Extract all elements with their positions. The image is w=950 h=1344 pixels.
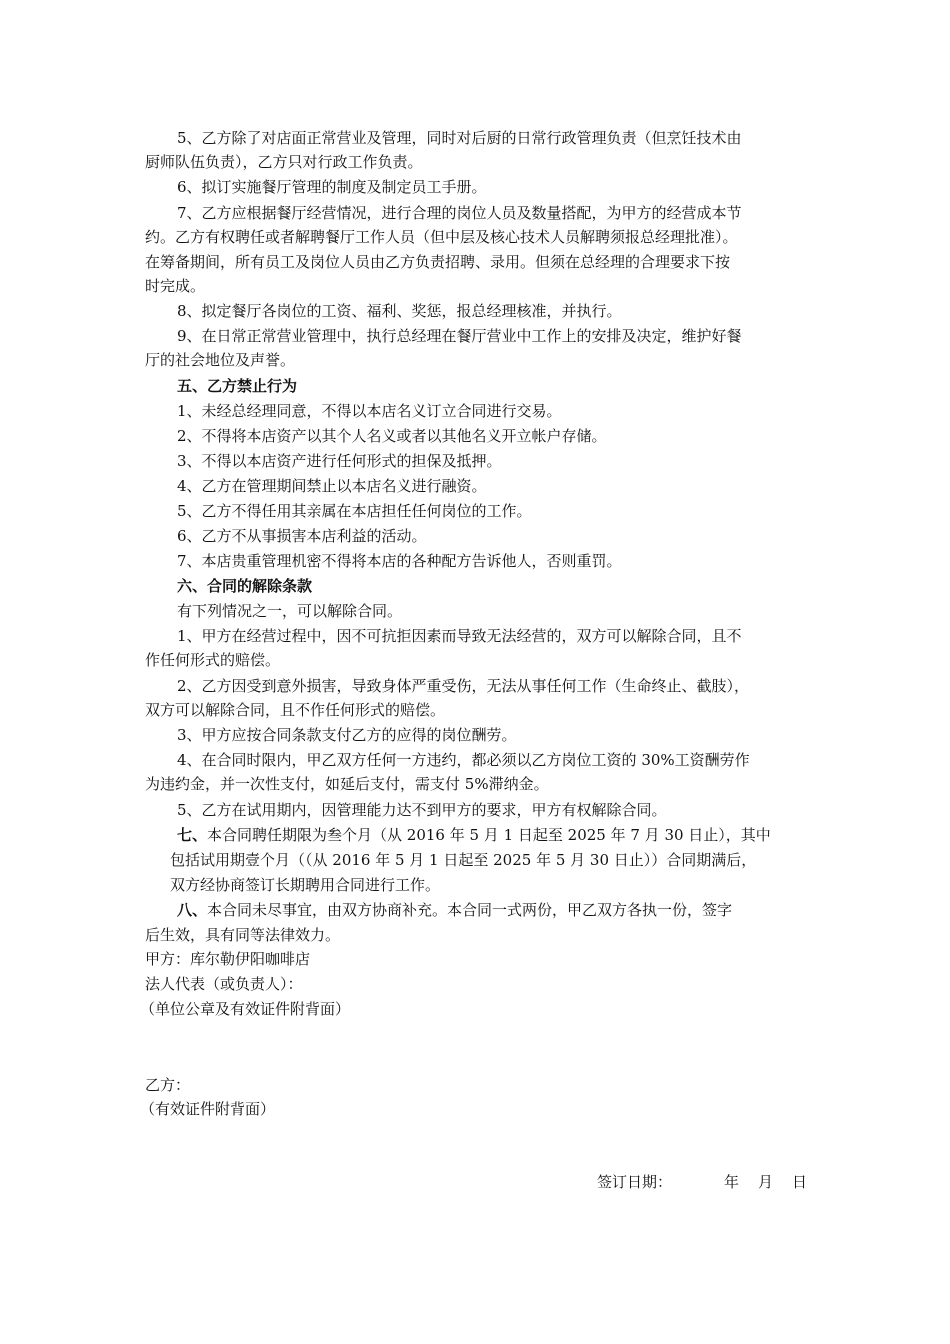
section-8-line1 xyxy=(177,900,732,920)
clause-4-7-line4: 时完成。 xyxy=(145,277,206,295)
section-7-line2: 包括试用期壹个月（（从 2016 年 5 月 1 日起至 2025 年 5 月 30 日止））合同期满后， xyxy=(170,851,757,869)
clause-6-4-line1: 4、在合同时限内，甲乙双方任何一方违约，都必须以乙方岗位工资的 30%工资酬劳作 xyxy=(177,751,750,769)
clause-5-7: 7、本店贵重管理机密不得将本店的各种配方告诉他人，否则重罚。 xyxy=(177,552,622,570)
section-7-text: 本合同聘任期限为叁个月（从 2016 年 5 月 1 日起至 2025 年 7 月 30 日止），其中 xyxy=(207,826,771,844)
clause-5-1: 1、未经总经理同意，不得以本店名义订立合同进行交易。 xyxy=(177,402,562,420)
party-a-note: （单位公章及有效证件附背面） xyxy=(140,1000,351,1018)
clause-4-7-line1: 7、乙方应根据餐厅经营情况，进行合理的岗位人员及数量搭配，为甲方的经营成本节 xyxy=(177,204,742,222)
section-8-number: 八、 xyxy=(177,901,208,919)
section-6-heading: 六、合同的解除条款 xyxy=(177,577,313,595)
signing-date-year: 年 xyxy=(724,1173,740,1191)
section-8-text: 本合同未尽事宜，由双方协商补充。本合同一式两份，甲乙双方各执一份，签字 xyxy=(207,901,733,919)
clause-6-3: 3、甲方应按合同条款支付乙方的应得的岗位酬劳。 xyxy=(177,726,517,744)
clause-6-2-line1: 2、乙方因受到意外损害，导致身体严重受伤，无法从事任何工作（生命终止、截肢）， xyxy=(177,677,750,695)
party-b-signature: 乙方： xyxy=(145,1076,191,1094)
section-6-intro: 有下列情况之一，可以解除合同。 xyxy=(177,602,403,620)
clause-4-9-line2: 厅的社会地位及声誉。 xyxy=(145,351,296,369)
clause-4-9-line1: 9、在日常正常营业管理中，执行总经理在餐厅营业中工作上的安排及决定，维护好餐 xyxy=(177,327,742,345)
clause-6-4-line2: 为违约金，并一次性支付，如延后支付，需支付 5%滞纳金。 xyxy=(145,775,549,793)
clause-4-7-line2: 约。乙方有权聘任或者解聘餐厅工作人员（但中层及核心技术人员解聘须报总经理批准）。 xyxy=(145,228,738,246)
clause-5-2: 2、不得将本店资产以其个人名义或者以其他名义开立帐户存储。 xyxy=(177,427,607,445)
signing-date-month: 月 xyxy=(758,1173,774,1191)
section-8-line2: 后生效，具有同等法律效力。 xyxy=(145,926,341,944)
clause-5-6: 6、乙方不从事损害本店利益的活动。 xyxy=(177,527,427,545)
clause-5-4: 4、乙方在管理期间禁止以本店名义进行融资。 xyxy=(177,477,487,495)
clause-4-5-line2: 厨师队伍负责），乙方只对行政工作负责。 xyxy=(145,153,423,171)
clause-6-5: 5、乙方在试用期内，因管理能力达不到甲方的要求，甲方有权解除合同。 xyxy=(177,801,667,819)
clause-4-5-line1: 5、乙方除了对店面正常营业及管理，同时对后厨的日常行政管理负责（但烹饪技术由 xyxy=(177,129,742,147)
clause-6-1-line2: 作任何形式的赔偿。 xyxy=(145,651,281,669)
signing-date-day: 日 xyxy=(792,1173,808,1191)
clause-4-8: 8、拟定餐厅各岗位的工资、福利、奖惩，报总经理核准，并执行。 xyxy=(177,302,622,320)
party-b-note: （有效证件附背面） xyxy=(140,1100,276,1118)
clause-5-5: 5、乙方不得任用其亲属在本店担任任何岗位的工作。 xyxy=(177,502,532,520)
clause-6-1-line1: 1、甲方在经营过程中，因不可抗拒因素而导致无法经营的，双方可以解除合同，且不 xyxy=(177,627,742,645)
legal-representative: 法人代表（或负责人）： xyxy=(145,975,303,993)
clause-6-2-line2: 双方可以解除合同，且不作任何形式的赔偿。 xyxy=(145,701,446,719)
signing-date-label: 签订日期： xyxy=(597,1173,673,1191)
clause-5-3: 3、不得以本店资产进行任何形式的担保及抵押。 xyxy=(177,452,502,470)
party-a-signature: 甲方：库尔勒伊阳咖啡店 xyxy=(145,950,311,968)
section-7-line3: 双方经协商签订长期聘用合同进行工作。 xyxy=(170,876,441,894)
section-7-number: 七、 xyxy=(177,826,208,844)
clause-4-7-line3: 在筹备期间，所有员工及岗位人员由乙方负责招聘、录用。但须在总经理的合理要求下按 xyxy=(145,253,731,271)
clause-4-6: 6、拟订实施餐厅管理的制度及制定员工手册。 xyxy=(177,178,487,196)
section-5-heading: 五、乙方禁止行为 xyxy=(177,377,298,395)
section-7-line1 xyxy=(177,825,771,845)
